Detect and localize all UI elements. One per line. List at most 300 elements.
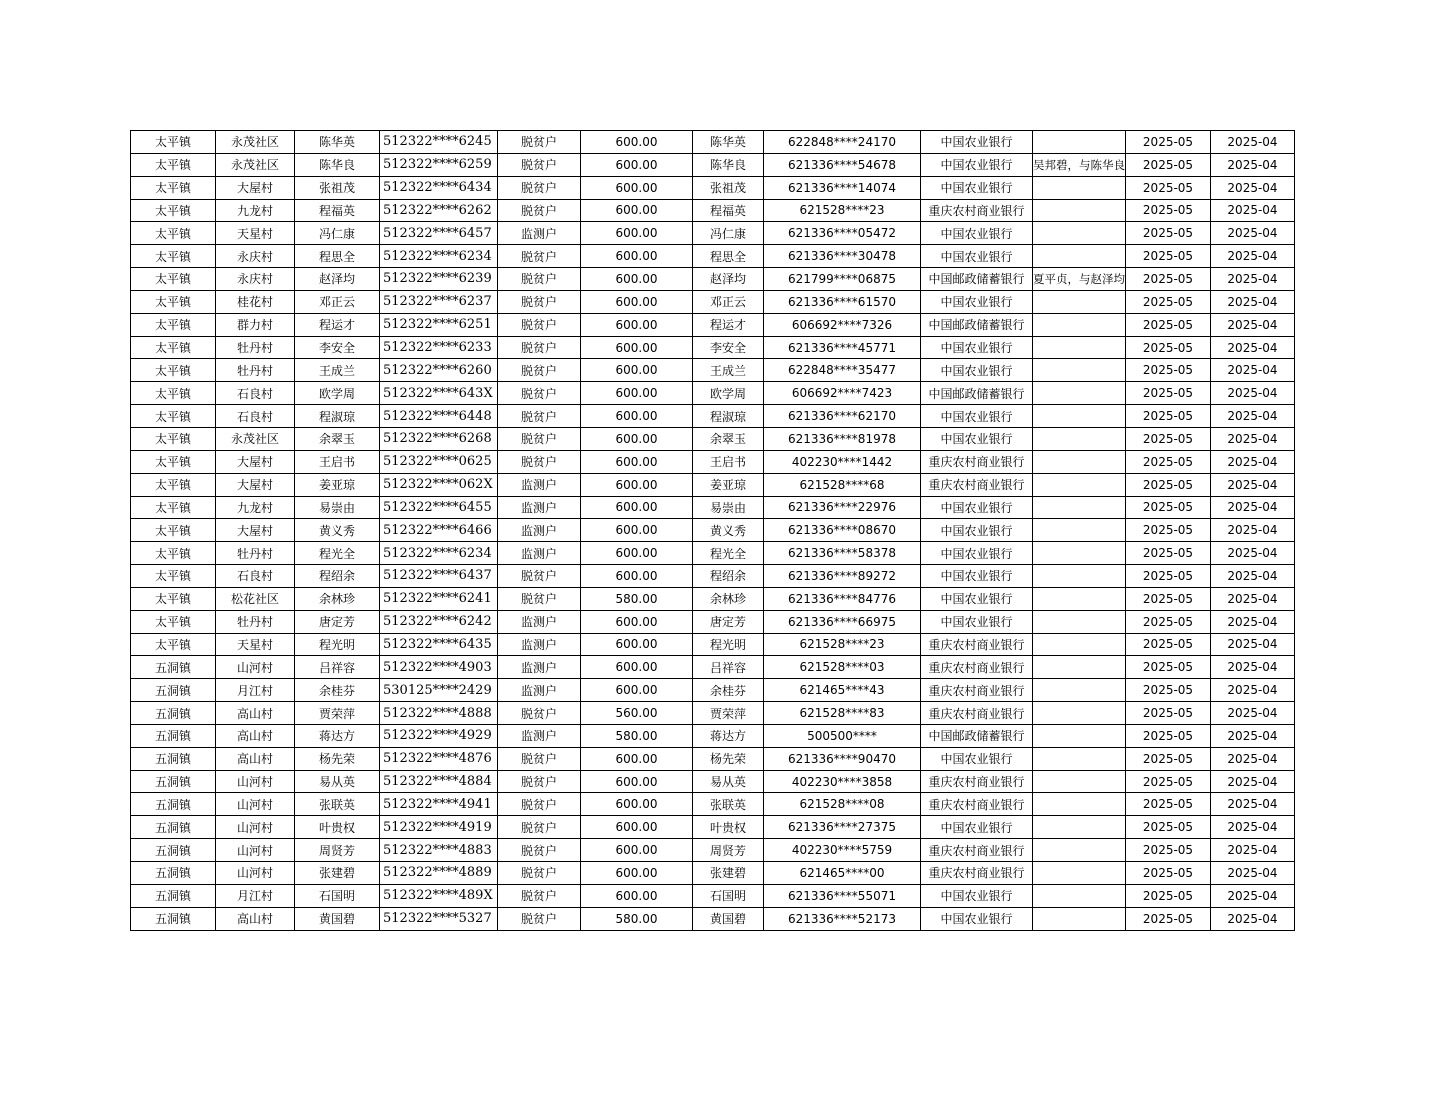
village-cell: 山河村 bbox=[216, 816, 295, 839]
account-number-cell: 621336****81978 bbox=[764, 427, 921, 450]
id-number-cell: 512322****6457 bbox=[380, 222, 498, 245]
name-cell: 程光明 bbox=[295, 633, 380, 656]
account-number-cell: 621336****52173 bbox=[764, 907, 921, 930]
account-number-cell: 621528****08 bbox=[764, 793, 921, 816]
amount-cell: 600.00 bbox=[581, 473, 693, 496]
note-cell bbox=[1033, 656, 1126, 679]
table-row bbox=[131, 336, 1295, 359]
id-number-cell: 512322****6435 bbox=[380, 633, 498, 656]
town-cell: 太平镇 bbox=[131, 405, 216, 428]
bank-cell: 重庆农村商业银行 bbox=[921, 770, 1033, 793]
town-cell: 太平镇 bbox=[131, 153, 216, 176]
village-cell: 牡丹村 bbox=[216, 610, 295, 633]
town-cell: 太平镇 bbox=[131, 222, 216, 245]
note-cell bbox=[1033, 862, 1126, 885]
town-cell: 五洞镇 bbox=[131, 702, 216, 725]
town-cell: 太平镇 bbox=[131, 565, 216, 588]
subsidy-month-cell: 2025-04 bbox=[1211, 702, 1295, 725]
note-cell bbox=[1033, 816, 1126, 839]
bank-cell: 中国农业银行 bbox=[921, 907, 1033, 930]
issue-month-cell: 2025-05 bbox=[1126, 656, 1211, 679]
village-cell: 永庆村 bbox=[216, 268, 295, 291]
id-number-cell: 512322****4903 bbox=[380, 656, 498, 679]
account-holder-cell: 姜亚琼 bbox=[693, 473, 764, 496]
table-row bbox=[131, 702, 1295, 725]
account-number-cell: 621336****89272 bbox=[764, 565, 921, 588]
household-type-cell: 脱贫户 bbox=[498, 245, 581, 268]
subsidy-month-cell: 2025-04 bbox=[1211, 245, 1295, 268]
village-cell: 牡丹村 bbox=[216, 542, 295, 565]
town-cell: 太平镇 bbox=[131, 131, 216, 154]
table-row bbox=[131, 176, 1295, 199]
household-type-cell: 脱贫户 bbox=[498, 907, 581, 930]
account-holder-cell: 程绍余 bbox=[693, 565, 764, 588]
table-row bbox=[131, 199, 1295, 222]
bank-cell: 中国农业银行 bbox=[921, 519, 1033, 542]
account-number-cell: 621336****90470 bbox=[764, 747, 921, 770]
account-holder-cell: 王启书 bbox=[693, 450, 764, 473]
amount-cell: 600.00 bbox=[581, 131, 693, 154]
note-cell bbox=[1033, 542, 1126, 565]
name-cell: 贾荣萍 bbox=[295, 702, 380, 725]
household-type-cell: 脱贫户 bbox=[498, 450, 581, 473]
table-row bbox=[131, 724, 1295, 747]
account-number-cell: 621336****55071 bbox=[764, 884, 921, 907]
name-cell: 吕祥容 bbox=[295, 656, 380, 679]
town-cell: 太平镇 bbox=[131, 473, 216, 496]
account-number-cell: 402230****5759 bbox=[764, 839, 921, 862]
household-type-cell: 脱贫户 bbox=[498, 565, 581, 588]
name-cell: 陈华良 bbox=[295, 153, 380, 176]
issue-month-cell: 2025-05 bbox=[1126, 427, 1211, 450]
name-cell: 余桂芬 bbox=[295, 679, 380, 702]
issue-month-cell: 2025-05 bbox=[1126, 679, 1211, 702]
subsidy-month-cell: 2025-04 bbox=[1211, 587, 1295, 610]
village-cell: 高山村 bbox=[216, 702, 295, 725]
subsidy-month-cell: 2025-04 bbox=[1211, 770, 1295, 793]
amount-cell: 600.00 bbox=[581, 816, 693, 839]
name-cell: 杨先荣 bbox=[295, 747, 380, 770]
table-row bbox=[131, 679, 1295, 702]
note-cell: 夏平贞，与赵泽均 bbox=[1033, 268, 1126, 291]
account-number-cell: 500500**** bbox=[764, 724, 921, 747]
amount-cell: 600.00 bbox=[581, 268, 693, 291]
bank-cell: 重庆农村商业银行 bbox=[921, 793, 1033, 816]
note-cell bbox=[1033, 473, 1126, 496]
issue-month-cell: 2025-05 bbox=[1126, 565, 1211, 588]
table-row bbox=[131, 793, 1295, 816]
id-number-cell: 512322****4941 bbox=[380, 793, 498, 816]
name-cell: 王成兰 bbox=[295, 359, 380, 382]
account-number-cell: 621528****83 bbox=[764, 702, 921, 725]
account-number-cell: 622848****24170 bbox=[764, 131, 921, 154]
account-holder-cell: 张联英 bbox=[693, 793, 764, 816]
subsidy-month-cell: 2025-04 bbox=[1211, 862, 1295, 885]
town-cell: 五洞镇 bbox=[131, 679, 216, 702]
town-cell: 五洞镇 bbox=[131, 907, 216, 930]
town-cell: 太平镇 bbox=[131, 542, 216, 565]
bank-cell: 重庆农村商业银行 bbox=[921, 656, 1033, 679]
amount-cell: 600.00 bbox=[581, 336, 693, 359]
table-row bbox=[131, 131, 1295, 154]
table-row bbox=[131, 313, 1295, 336]
issue-month-cell: 2025-05 bbox=[1126, 359, 1211, 382]
household-type-cell: 脱贫户 bbox=[498, 702, 581, 725]
account-number-cell: 621336****54678 bbox=[764, 153, 921, 176]
account-holder-cell: 李安全 bbox=[693, 336, 764, 359]
bank-cell: 中国农业银行 bbox=[921, 747, 1033, 770]
note-cell bbox=[1033, 222, 1126, 245]
id-number-cell: 512322****6268 bbox=[380, 427, 498, 450]
table-row bbox=[131, 884, 1295, 907]
account-holder-cell: 余翠玉 bbox=[693, 427, 764, 450]
account-number-cell: 621528****23 bbox=[764, 633, 921, 656]
table-row bbox=[131, 519, 1295, 542]
household-type-cell: 脱贫户 bbox=[498, 862, 581, 885]
account-holder-cell: 程光全 bbox=[693, 542, 764, 565]
household-type-cell: 监测户 bbox=[498, 542, 581, 565]
account-number-cell: 402230****1442 bbox=[764, 450, 921, 473]
issue-month-cell: 2025-05 bbox=[1126, 290, 1211, 313]
id-number-cell: 512322****6466 bbox=[380, 519, 498, 542]
town-cell: 太平镇 bbox=[131, 496, 216, 519]
issue-month-cell: 2025-05 bbox=[1126, 519, 1211, 542]
table-row bbox=[131, 268, 1295, 291]
id-number-cell: 512322****4883 bbox=[380, 839, 498, 862]
town-cell: 五洞镇 bbox=[131, 793, 216, 816]
table-row bbox=[131, 405, 1295, 428]
town-cell: 太平镇 bbox=[131, 290, 216, 313]
bank-cell: 中国邮政储蓄银行 bbox=[921, 313, 1033, 336]
account-holder-cell: 吕祥容 bbox=[693, 656, 764, 679]
table-row bbox=[131, 473, 1295, 496]
bank-cell: 中国农业银行 bbox=[921, 336, 1033, 359]
account-holder-cell: 周贤芳 bbox=[693, 839, 764, 862]
town-cell: 五洞镇 bbox=[131, 816, 216, 839]
village-cell: 高山村 bbox=[216, 907, 295, 930]
bank-cell: 中国农业银行 bbox=[921, 496, 1033, 519]
account-holder-cell: 赵泽均 bbox=[693, 268, 764, 291]
name-cell: 余翠玉 bbox=[295, 427, 380, 450]
table-row bbox=[131, 907, 1295, 930]
subsidy-month-cell: 2025-04 bbox=[1211, 656, 1295, 679]
table-row bbox=[131, 153, 1295, 176]
note-cell bbox=[1033, 427, 1126, 450]
account-number-cell: 621528****23 bbox=[764, 199, 921, 222]
bank-cell: 中国农业银行 bbox=[921, 816, 1033, 839]
bank-cell: 重庆农村商业银行 bbox=[921, 839, 1033, 862]
table-row bbox=[131, 610, 1295, 633]
account-number-cell: 621465****00 bbox=[764, 862, 921, 885]
account-holder-cell: 贾荣萍 bbox=[693, 702, 764, 725]
note-cell bbox=[1033, 405, 1126, 428]
account-holder-cell: 余林珍 bbox=[693, 587, 764, 610]
id-number-cell: 512322****6437 bbox=[380, 565, 498, 588]
amount-cell: 600.00 bbox=[581, 770, 693, 793]
amount-cell: 600.00 bbox=[581, 884, 693, 907]
note-cell bbox=[1033, 610, 1126, 633]
account-holder-cell: 黄义秀 bbox=[693, 519, 764, 542]
id-number-cell: 512322****6262 bbox=[380, 199, 498, 222]
account-holder-cell: 叶贵权 bbox=[693, 816, 764, 839]
account-holder-cell: 易崇由 bbox=[693, 496, 764, 519]
amount-cell: 600.00 bbox=[581, 542, 693, 565]
id-number-cell: 512322****6260 bbox=[380, 359, 498, 382]
note-cell bbox=[1033, 131, 1126, 154]
account-holder-cell: 余桂芬 bbox=[693, 679, 764, 702]
name-cell: 周贤芳 bbox=[295, 839, 380, 862]
amount-cell: 600.00 bbox=[581, 153, 693, 176]
household-type-cell: 脱贫户 bbox=[498, 793, 581, 816]
name-cell: 程运才 bbox=[295, 313, 380, 336]
bank-cell: 中国农业银行 bbox=[921, 587, 1033, 610]
table-row bbox=[131, 359, 1295, 382]
issue-month-cell: 2025-05 bbox=[1126, 405, 1211, 428]
name-cell: 欧学周 bbox=[295, 382, 380, 405]
amount-cell: 600.00 bbox=[581, 610, 693, 633]
issue-month-cell: 2025-05 bbox=[1126, 176, 1211, 199]
issue-month-cell: 2025-05 bbox=[1126, 245, 1211, 268]
subsidy-month-cell: 2025-04 bbox=[1211, 793, 1295, 816]
note-cell bbox=[1033, 724, 1126, 747]
amount-cell: 600.00 bbox=[581, 747, 693, 770]
account-holder-cell: 陈华英 bbox=[693, 131, 764, 154]
town-cell: 五洞镇 bbox=[131, 656, 216, 679]
amount-cell: 600.00 bbox=[581, 245, 693, 268]
issue-month-cell: 2025-05 bbox=[1126, 862, 1211, 885]
id-number-cell: 512322****4884 bbox=[380, 770, 498, 793]
issue-month-cell: 2025-05 bbox=[1126, 907, 1211, 930]
id-number-cell: 512322****6455 bbox=[380, 496, 498, 519]
town-cell: 太平镇 bbox=[131, 176, 216, 199]
bank-cell: 中国农业银行 bbox=[921, 610, 1033, 633]
bank-cell: 重庆农村商业银行 bbox=[921, 702, 1033, 725]
amount-cell: 600.00 bbox=[581, 290, 693, 313]
issue-month-cell: 2025-05 bbox=[1126, 336, 1211, 359]
table-row bbox=[131, 427, 1295, 450]
account-number-cell: 621336****66975 bbox=[764, 610, 921, 633]
subsidy-month-cell: 2025-04 bbox=[1211, 565, 1295, 588]
village-cell: 大屋村 bbox=[216, 519, 295, 542]
household-type-cell: 监测户 bbox=[498, 656, 581, 679]
note-cell bbox=[1033, 245, 1126, 268]
subsidy-month-cell: 2025-04 bbox=[1211, 839, 1295, 862]
village-cell: 九龙村 bbox=[216, 199, 295, 222]
household-type-cell: 脱贫户 bbox=[498, 884, 581, 907]
subsidy-month-cell: 2025-04 bbox=[1211, 153, 1295, 176]
account-number-cell: 622848****35477 bbox=[764, 359, 921, 382]
name-cell: 程光全 bbox=[295, 542, 380, 565]
id-number-cell: 512322****6251 bbox=[380, 313, 498, 336]
subsidy-month-cell: 2025-04 bbox=[1211, 222, 1295, 245]
subsidy-month-cell: 2025-04 bbox=[1211, 473, 1295, 496]
table-row bbox=[131, 587, 1295, 610]
amount-cell: 600.00 bbox=[581, 793, 693, 816]
village-cell: 石良村 bbox=[216, 405, 295, 428]
table-row bbox=[131, 747, 1295, 770]
town-cell: 五洞镇 bbox=[131, 884, 216, 907]
table-row bbox=[131, 656, 1295, 679]
account-number-cell: 621336****14074 bbox=[764, 176, 921, 199]
amount-cell: 600.00 bbox=[581, 313, 693, 336]
data-table bbox=[130, 130, 1295, 931]
note-cell: 吴邦碧，与陈华良 bbox=[1033, 153, 1126, 176]
town-cell: 太平镇 bbox=[131, 359, 216, 382]
name-cell: 易崇由 bbox=[295, 496, 380, 519]
account-number-cell: 621336****62170 bbox=[764, 405, 921, 428]
id-number-cell: 512322****4919 bbox=[380, 816, 498, 839]
subsidy-month-cell: 2025-04 bbox=[1211, 313, 1295, 336]
note-cell bbox=[1033, 382, 1126, 405]
note-cell bbox=[1033, 313, 1126, 336]
table-row bbox=[131, 222, 1295, 245]
village-cell: 大屋村 bbox=[216, 473, 295, 496]
amount-cell: 600.00 bbox=[581, 496, 693, 519]
amount-cell: 600.00 bbox=[581, 679, 693, 702]
amount-cell: 600.00 bbox=[581, 519, 693, 542]
household-type-cell: 脱贫户 bbox=[498, 199, 581, 222]
id-number-cell: 512322****4929 bbox=[380, 724, 498, 747]
subsidy-month-cell: 2025-04 bbox=[1211, 382, 1295, 405]
household-type-cell: 脱贫户 bbox=[498, 268, 581, 291]
amount-cell: 600.00 bbox=[581, 839, 693, 862]
town-cell: 太平镇 bbox=[131, 245, 216, 268]
village-cell: 天星村 bbox=[216, 222, 295, 245]
issue-month-cell: 2025-05 bbox=[1126, 724, 1211, 747]
issue-month-cell: 2025-05 bbox=[1126, 496, 1211, 519]
amount-cell: 580.00 bbox=[581, 587, 693, 610]
household-type-cell: 监测户 bbox=[498, 610, 581, 633]
bank-cell: 中国农业银行 bbox=[921, 153, 1033, 176]
amount-cell: 600.00 bbox=[581, 359, 693, 382]
household-type-cell: 脱贫户 bbox=[498, 839, 581, 862]
name-cell: 冯仁康 bbox=[295, 222, 380, 245]
subsidy-month-cell: 2025-04 bbox=[1211, 176, 1295, 199]
account-holder-cell: 程思全 bbox=[693, 245, 764, 268]
household-type-cell: 脱贫户 bbox=[498, 816, 581, 839]
subsidy-month-cell: 2025-04 bbox=[1211, 519, 1295, 542]
amount-cell: 600.00 bbox=[581, 199, 693, 222]
amount-cell: 600.00 bbox=[581, 222, 693, 245]
subsidy-month-cell: 2025-04 bbox=[1211, 610, 1295, 633]
account-holder-cell: 程光明 bbox=[693, 633, 764, 656]
name-cell: 张建碧 bbox=[295, 862, 380, 885]
note-cell bbox=[1033, 176, 1126, 199]
town-cell: 太平镇 bbox=[131, 610, 216, 633]
town-cell: 太平镇 bbox=[131, 382, 216, 405]
household-type-cell: 脱贫户 bbox=[498, 427, 581, 450]
account-holder-cell: 程福英 bbox=[693, 199, 764, 222]
name-cell: 王启书 bbox=[295, 450, 380, 473]
note-cell bbox=[1033, 450, 1126, 473]
village-cell: 石良村 bbox=[216, 565, 295, 588]
issue-month-cell: 2025-05 bbox=[1126, 793, 1211, 816]
household-type-cell: 脱贫户 bbox=[498, 359, 581, 382]
name-cell: 唐定芳 bbox=[295, 610, 380, 633]
town-cell: 太平镇 bbox=[131, 427, 216, 450]
id-number-cell: 512322****6234 bbox=[380, 542, 498, 565]
subsidy-month-cell: 2025-04 bbox=[1211, 199, 1295, 222]
table-row bbox=[131, 862, 1295, 885]
name-cell: 赵泽均 bbox=[295, 268, 380, 291]
note-cell bbox=[1033, 884, 1126, 907]
town-cell: 五洞镇 bbox=[131, 839, 216, 862]
name-cell: 黄义秀 bbox=[295, 519, 380, 542]
id-number-cell: 530125****2429 bbox=[380, 679, 498, 702]
town-cell: 太平镇 bbox=[131, 199, 216, 222]
household-type-cell: 脱贫户 bbox=[498, 290, 581, 313]
issue-month-cell: 2025-05 bbox=[1126, 313, 1211, 336]
issue-month-cell: 2025-05 bbox=[1126, 587, 1211, 610]
note-cell bbox=[1033, 565, 1126, 588]
bank-cell: 重庆农村商业银行 bbox=[921, 862, 1033, 885]
bank-cell: 中国农业银行 bbox=[921, 359, 1033, 382]
account-number-cell: 621799****06875 bbox=[764, 268, 921, 291]
id-number-cell: 512322****6234 bbox=[380, 245, 498, 268]
household-type-cell: 监测户 bbox=[498, 222, 581, 245]
id-number-cell: 512322****489X bbox=[380, 884, 498, 907]
bank-cell: 中国农业银行 bbox=[921, 565, 1033, 588]
account-holder-cell: 张建碧 bbox=[693, 862, 764, 885]
bank-cell: 中国农业银行 bbox=[921, 131, 1033, 154]
subsidy-month-cell: 2025-04 bbox=[1211, 359, 1295, 382]
amount-cell: 600.00 bbox=[581, 656, 693, 679]
name-cell: 邓正云 bbox=[295, 290, 380, 313]
household-type-cell: 监测户 bbox=[498, 633, 581, 656]
bank-cell: 中国邮政储蓄银行 bbox=[921, 382, 1033, 405]
village-cell: 天星村 bbox=[216, 633, 295, 656]
bank-cell: 中国农业银行 bbox=[921, 290, 1033, 313]
amount-cell: 580.00 bbox=[581, 724, 693, 747]
town-cell: 太平镇 bbox=[131, 268, 216, 291]
subsidy-month-cell: 2025-04 bbox=[1211, 131, 1295, 154]
subsidy-month-cell: 2025-04 bbox=[1211, 496, 1295, 519]
note-cell bbox=[1033, 519, 1126, 542]
subsidy-month-cell: 2025-04 bbox=[1211, 747, 1295, 770]
village-cell: 桂花村 bbox=[216, 290, 295, 313]
subsidy-month-cell: 2025-04 bbox=[1211, 336, 1295, 359]
account-number-cell: 621336****30478 bbox=[764, 245, 921, 268]
subsidy-month-cell: 2025-04 bbox=[1211, 268, 1295, 291]
issue-month-cell: 2025-05 bbox=[1126, 770, 1211, 793]
account-number-cell: 621528****68 bbox=[764, 473, 921, 496]
account-number-cell: 606692****7423 bbox=[764, 382, 921, 405]
account-holder-cell: 黄国碧 bbox=[693, 907, 764, 930]
household-type-cell: 脱贫户 bbox=[498, 336, 581, 359]
account-holder-cell: 程运才 bbox=[693, 313, 764, 336]
id-number-cell: 512322****6434 bbox=[380, 176, 498, 199]
subsidy-month-cell: 2025-04 bbox=[1211, 907, 1295, 930]
household-type-cell: 监测户 bbox=[498, 724, 581, 747]
account-holder-cell: 冯仁康 bbox=[693, 222, 764, 245]
village-cell: 高山村 bbox=[216, 724, 295, 747]
issue-month-cell: 2025-05 bbox=[1126, 633, 1211, 656]
household-type-cell: 监测户 bbox=[498, 473, 581, 496]
bank-cell: 重庆农村商业银行 bbox=[921, 199, 1033, 222]
note-cell bbox=[1033, 702, 1126, 725]
village-cell: 松花社区 bbox=[216, 587, 295, 610]
subsidy-month-cell: 2025-04 bbox=[1211, 884, 1295, 907]
table-row bbox=[131, 633, 1295, 656]
subsidy-month-cell: 2025-04 bbox=[1211, 633, 1295, 656]
village-cell: 山河村 bbox=[216, 862, 295, 885]
bank-cell: 中国农业银行 bbox=[921, 222, 1033, 245]
subsidy-month-cell: 2025-04 bbox=[1211, 724, 1295, 747]
account-holder-cell: 陈华良 bbox=[693, 153, 764, 176]
bank-cell: 重庆农村商业银行 bbox=[921, 633, 1033, 656]
subsidy-month-cell: 2025-04 bbox=[1211, 450, 1295, 473]
household-type-cell: 脱贫户 bbox=[498, 770, 581, 793]
